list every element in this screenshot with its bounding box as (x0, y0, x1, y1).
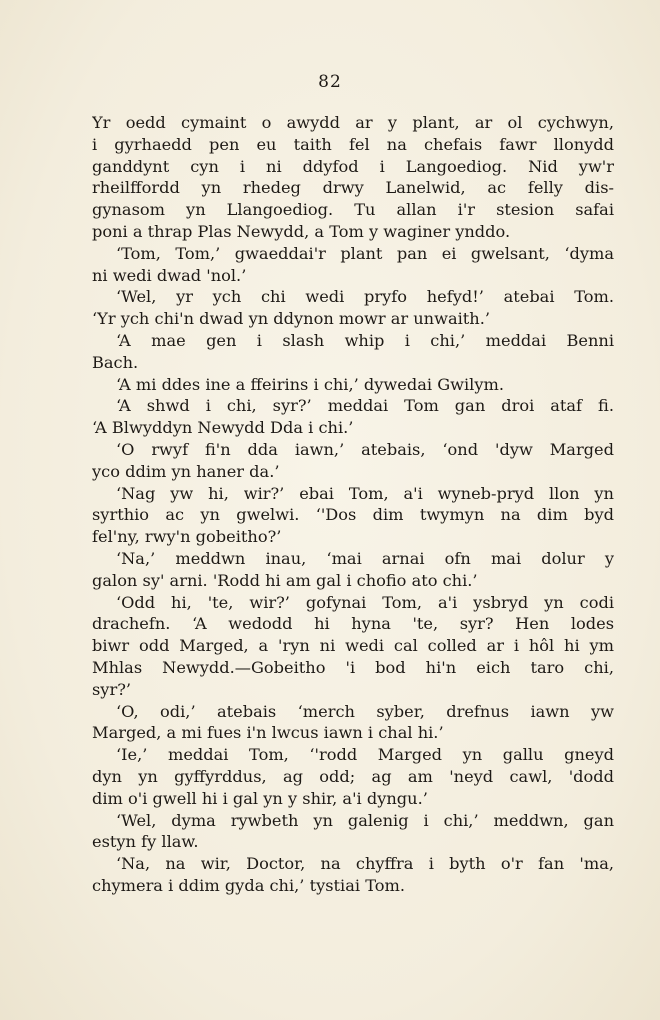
text-line: biwr odd Marged, a 'ryn ni wedi cal colled ar i hôl hi ym (92, 636, 614, 656)
text-line: rheilffordd yn rhedeg drwy Lanelwid, ac felly dis- (92, 178, 614, 198)
text-line: dyn yn gyffyrddus, ag odd; ag am 'neyd cawl, 'dodd (92, 766, 614, 786)
text-line: ‘Ie,’ meddai Tom, ‘'rodd Marged yn gallu gneyd (116, 745, 614, 765)
text-line: poni a thrap Plas Newydd, a Tom y waginer ynddo. (92, 221, 511, 241)
text-line: ‘Wel, dyma rywbeth yn galenig i chi,’ meddwn, gan (116, 810, 614, 830)
text-line: yco ddim yn haner da.’ (92, 461, 280, 481)
text-line: chymera i ddim gyda chi,’ tystiai Tom. (92, 875, 405, 895)
text-line: syr?’ (92, 679, 132, 699)
text-line: galon sy' arni. 'Rodd hi am gal i chofio ato chi.’ (92, 570, 478, 590)
text-line: ‘Na,’ meddwn inau, ‘mai arnai ofn mai dolur y (116, 548, 614, 568)
text-line: ‘A mi ddes ine a ffeirins i chi,’ dywedai Gwilym. (116, 374, 504, 394)
text-line: ‘Yr ych chi'n dwad yn ddynon mowr ar unwaith.’ (92, 309, 491, 329)
text-line: i gyrhaedd pen eu taith fel na chefais fawr llonydd (92, 134, 614, 154)
text-line: Bach. (92, 352, 139, 372)
text-line: syrthio ac yn gwelwi. ‘'Dos dim twymyn na dim byd (92, 505, 614, 525)
text-line: ganddynt cyn i ni ddyfod i Langoediog. Nid yw'r (92, 156, 614, 176)
text-line: ‘Tom, Tom,’ gwaeddai'r plant pan ei gwelsant, ‘dyma (116, 243, 614, 263)
text-line: ‘Wel, yr ych chi wedi pryfo hefyd!’ atebai Tom. (116, 287, 614, 307)
text-line: ‘A shwd i chi, syr?’ meddai Tom gan droi ataf fi. (116, 396, 614, 416)
text-line: ‘Na, na wir, Doctor, na chyffra i byth o'r fan 'ma, (116, 854, 614, 874)
text-line: ‘Odd hi, 'te, wir?’ gofynai Tom, a'i ysbryd yn codi (116, 592, 614, 612)
page-number: 82 (318, 72, 342, 92)
text-line: estyn fy llaw. (92, 832, 199, 852)
text-line: Yr oedd cymaint o awydd ar y plant, ar ol cychwyn, (92, 113, 614, 132)
text-line: dim o'i gwell hi i gal yn y shir, a'i dyngu.’ (92, 788, 428, 808)
text-line: Marged, a mi fues i'n lwcus iawn i chal hi.’ (92, 723, 444, 743)
text-line: ‘A mae gen i slash whip i chi,’ meddai Benni (116, 330, 614, 350)
text-line: ‘O, odi,’ atebais ‘merch syber, drefnus iawn yw (116, 701, 614, 721)
text-line: fel'ny, rwy'n gobeitho?’ (92, 527, 282, 547)
text-line: ni wedi dwad 'nol.’ (92, 265, 247, 285)
text-line: Mhlas Newydd.—Gobeitho 'i bod hi'n eich taro chi, (92, 657, 614, 677)
body-text (92, 112, 614, 897)
text-line: gynasom yn Llangoediog. Tu allan i'r stesion safai (92, 200, 614, 220)
text-line: ‘A Blwyddyn Newydd Dda i chi.’ (92, 418, 354, 438)
text-line: drachefn. ‘A wedodd hi hyna 'te, syr? Hen lodes (92, 614, 614, 634)
text-line: ‘O rwyf fi'n dda iawn,’ atebais, ‘ond 'dyw Marged (116, 439, 614, 459)
text-line: ‘Nag yw hi, wir?’ ebai Tom, a'i wyneb-pryd llon yn (116, 483, 614, 503)
